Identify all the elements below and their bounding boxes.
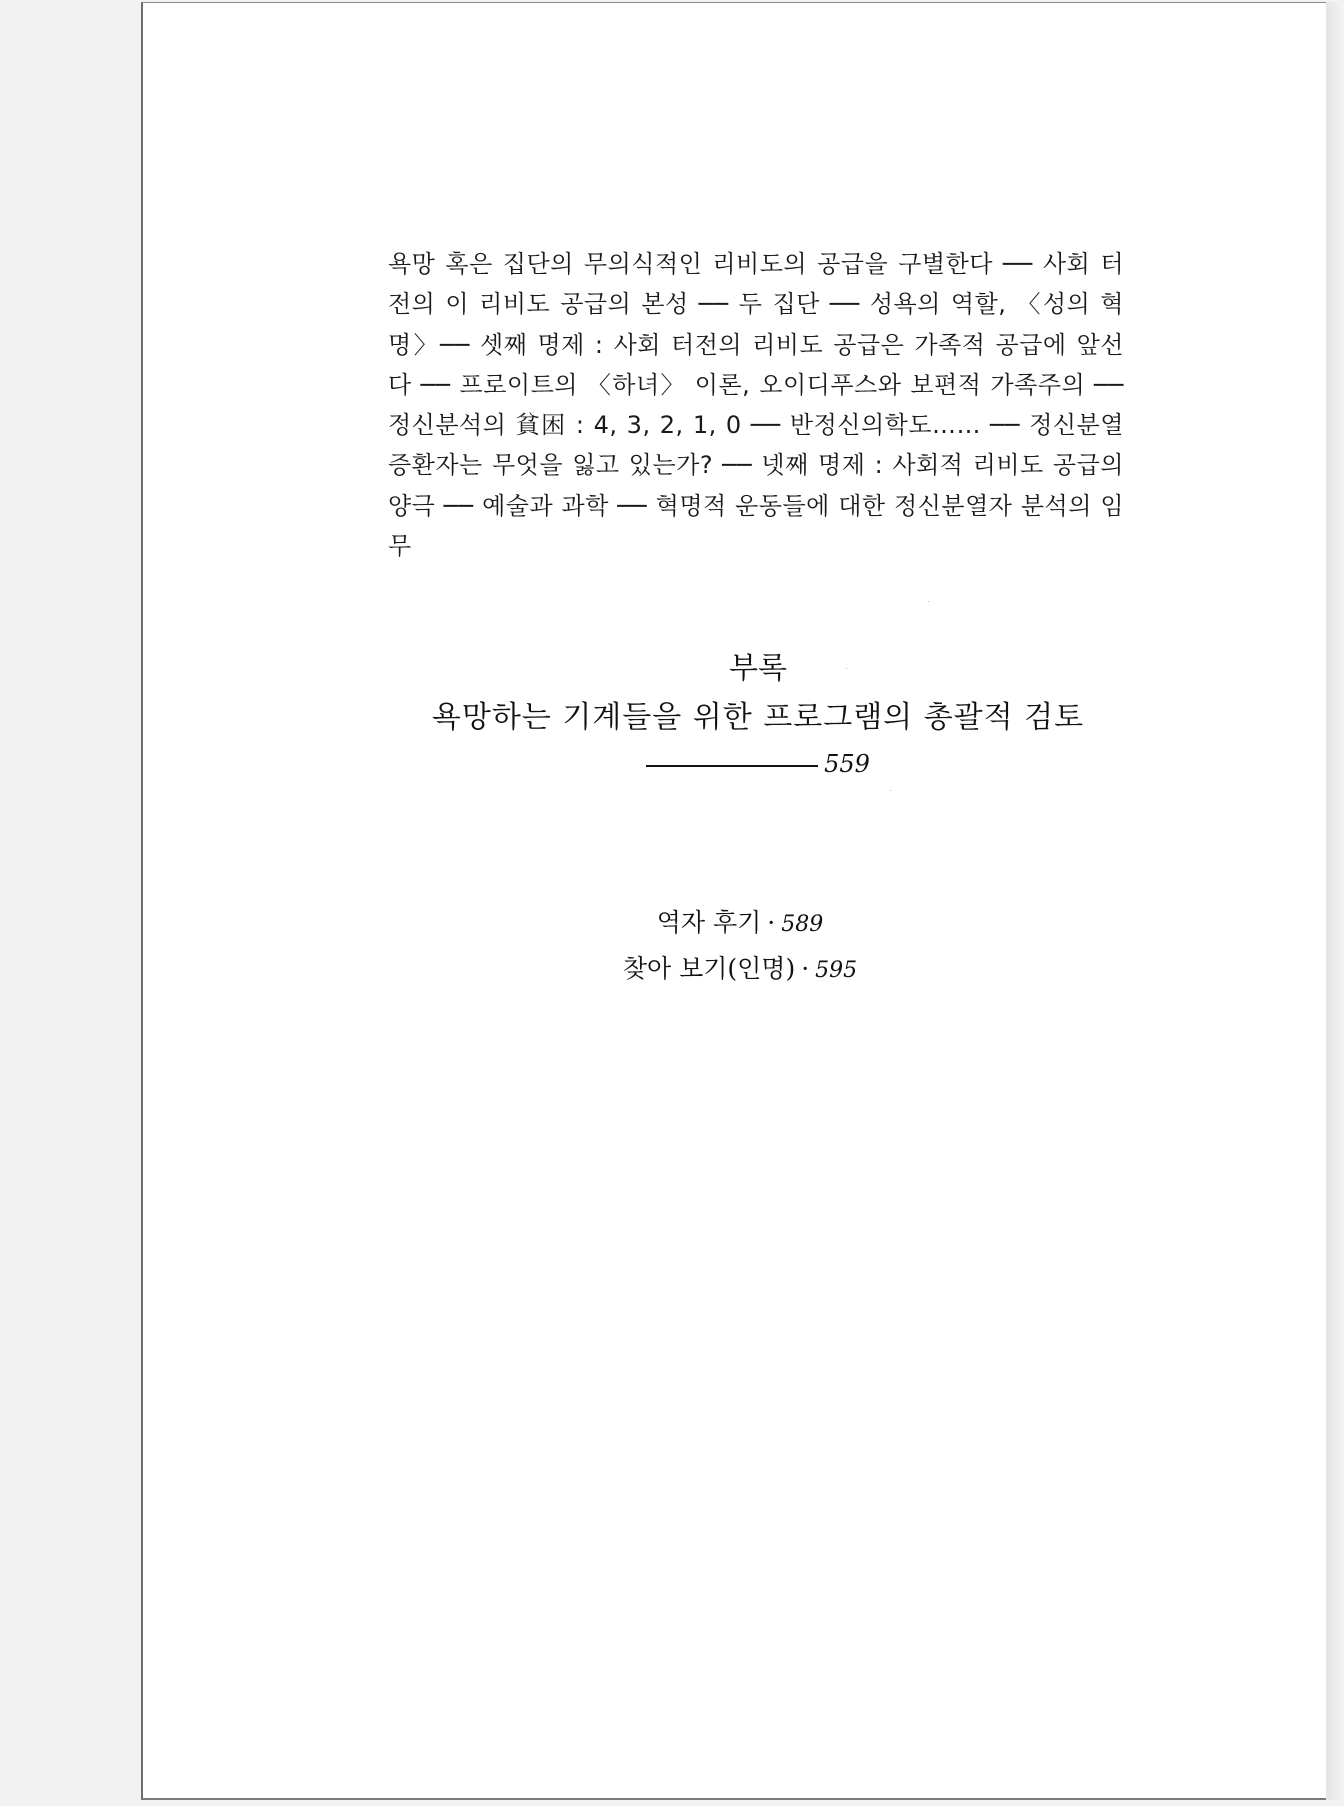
scan-speck (890, 790, 891, 791)
toc-chapter-summary: 욕망 혹은 집단의 무의식적인 리비도의 공급을 구별한다 ── 사회 터전의 이 리비도 공급의 본성 ── 두 집단 ── 성욕의 역할, 〈성의 혁명〉── 셋째 명제 : 사회 터전의 리비도 공급은 가족적 공급에 앞선다 ── 프로이트의 〈하녀〉 이론, 오이디푸스와 보편적 가족주의 ── 정신분석의 貧困 : 4, 3, 2, 1, 0 ── 반정신의학도…… ── 정신분열증환자는 무엇을 잃고 있는가? ── 넷째 명제 : 사회적 리비도 공급의 양극 ── 예술과 과학 ── 혁명적 운동들에 대한 정신분열자 분석의 임무 (388, 250, 1124, 561)
appendix-title: 욕망하는 기계들을 위한 프로그램의 총괄적 검토 (431, 700, 1085, 735)
page-edge-shadow (1326, 2, 1344, 1800)
backmatter-page-number: 595 (815, 958, 858, 983)
backmatter-title: 찾아 보기(인명) (622, 954, 796, 983)
backmatter-page-number: 589 (781, 912, 824, 937)
toc-appendix-entry (340, 646, 1176, 778)
appendix-page-line (340, 750, 1176, 778)
leader-rule (646, 765, 818, 767)
appendix-page-number: 559 (824, 750, 870, 778)
toc-translator-afterword (540, 906, 940, 942)
appendix-label: 부록 (729, 651, 787, 686)
scan-speck (846, 668, 847, 669)
dot-separator: · (801, 954, 810, 983)
toc-index-entry (540, 952, 940, 988)
dot-separator: · (767, 908, 776, 937)
backmatter-title: 역자 후기 (656, 908, 762, 937)
scan-speck (928, 601, 929, 602)
